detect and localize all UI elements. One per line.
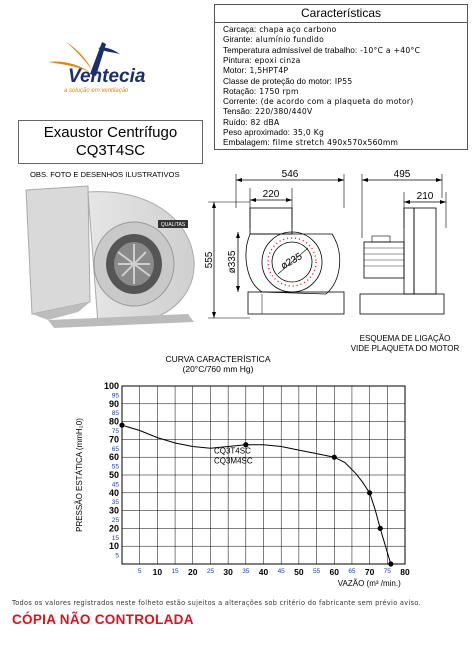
spec-value: chapa aço carbono [259,25,337,34]
x-minor-tick-label: 5 [137,568,142,575]
y-minor-tick-label: 45 [111,481,119,489]
product-title-box [18,120,203,164]
y-tick-label: 50 [108,470,119,480]
spec-label: Corrente: [223,96,258,107]
wiring-line-2: VIDE PLAQUETA DO MOTOR [350,344,460,353]
x-minor-tick-label: 75 [383,568,391,575]
y-tick-label: 70 [108,434,119,445]
spec-value: 82 dBA [250,117,280,127]
chart-grid [122,386,405,564]
y-tick-label: 30 [108,505,119,516]
spec-value: IP55 [334,76,353,86]
x-tick-label: 50 [294,567,304,577]
spec-value: epoxi cinza [254,55,301,65]
y-minor-tick-label: 95 [111,392,119,400]
performance-chart [0,350,474,590]
disclaimer: Todos os valores registrados neste folheto estão sujeitos a alterações sob critério do fabricante sem prévio aviso. [12,599,421,607]
y-minor-tick-label: 35 [111,499,119,507]
y-tick-label: 90 [108,398,119,409]
y-minor-tick-label: 15 [111,534,119,542]
chart-ticks [104,381,410,577]
x-tick-label: 20 [188,567,198,577]
y-tick-label: 20 [108,523,119,534]
y-minor-tick-label: 75 [111,428,119,435]
data-point [367,490,372,495]
spec-label: Motor: [223,65,247,76]
spec-value: 1750 rpm [259,86,299,96]
spec-value: -10°C a +40°C [360,45,421,55]
photo-brand-label: QUALITAS [160,222,186,228]
spec-value: 220/380/440V [255,107,313,117]
series-line [122,425,391,564]
spec-row [223,137,398,148]
x-tick-label: 30 [223,567,233,577]
spec-label: Girante: [223,34,253,45]
x-minor-tick-label: 15 [171,568,179,575]
x-tick-label: 60 [329,567,339,577]
x-minor-tick-label: 45 [277,568,285,575]
x-tick-label: 40 [258,567,269,577]
y-tick-label: 100 [103,381,119,391]
dim-555: 555 [204,251,215,269]
y-tick-label: 80 [108,416,119,427]
data-point [378,526,383,531]
x-minor-tick-label: 65 [348,568,356,575]
x-minor-tick-label: 55 [312,568,321,575]
x-tick-label: 70 [364,567,375,577]
spec-value: (de acordo com a plaqueta do motor) [260,97,414,107]
y-axis-label: PRESSÃO ESTÁTICA (mmH₂0) [75,418,84,532]
data-point [119,423,124,428]
specs-box [214,4,468,150]
dim-495: 495 [393,169,411,180]
y-minor-tick-label: 5 [115,552,119,560]
brand-tagline: a solução em ventilação [64,88,129,94]
spec-label: Pintura: [223,54,252,65]
specs-title: Características [215,5,467,23]
series-label-2: CQ3M4SC [213,456,253,466]
y-minor-tick-label: 85 [111,410,119,418]
spec-value: 35,0 Kg [292,128,325,137]
y-tick-label: 60 [108,452,119,463]
dim-335: ø335 [227,250,238,274]
spec-label: Carcaça: [223,24,257,34]
x-tick-label: 80 [400,567,410,577]
front-view-drawing [206,168,356,328]
x-axis-label: VAZÃO (m³ /min.) [337,579,401,588]
spec-value: 1,5HPT4P [249,66,289,76]
product-name: Exaustor Centrífugo [43,124,178,141]
dim-220: 220 [262,189,280,200]
dim-235: ø235 [279,251,305,273]
spec-label: Peso aproximado: [223,127,290,137]
y-minor-tick-label: 25 [111,517,119,524]
spec-value: filme stretch 490x570x560mm [272,138,399,148]
photo-note: OBS. FOTO E DESENHOS ILUSTRATIVOS [30,170,180,179]
chart-title: CURVA CARACTERÍSTICA [165,354,271,364]
chart-subtitle: (20°C/760 mm Hg) [182,364,254,374]
fan-photo [18,182,208,332]
side-view-drawing [356,168,470,328]
data-point [332,455,337,460]
x-tick-label: 10 [152,567,163,577]
x-minor-tick-label: 25 [206,568,215,575]
spec-label: Embalagem: [223,137,270,148]
spec-label: Rotação: [223,85,257,96]
brand-name: Ventecia [68,66,146,87]
x-minor-tick-label: 35 [242,568,250,575]
spec-label: Classe de proteção do motor: [223,75,332,86]
spec-value: alumínio fundido [255,35,325,45]
y-minor-tick-label: 65 [111,445,119,453]
y-minor-tick-label: 55 [111,463,119,471]
dim-210: 210 [416,191,434,202]
wiring-line-1: ESQUEMA DE LIGAÇÃO [359,334,451,343]
dim-546: 546 [281,169,299,180]
data-point [388,561,393,566]
series-points [119,423,393,567]
spec-label: Tensão: [223,106,253,117]
spec-label: Ruído: [223,116,248,127]
y-tick-label: 10 [108,541,119,552]
y-tick-label: 40 [108,487,119,498]
uncontrolled-copy-stamp: CÓPIA NÃO CONTROLADA [12,612,194,627]
spec-label: Temperatura admissível de trabalho: [223,44,358,55]
series-label-1: CQ3T4SC [213,446,251,456]
product-model: CQ3T4SC [75,142,146,159]
